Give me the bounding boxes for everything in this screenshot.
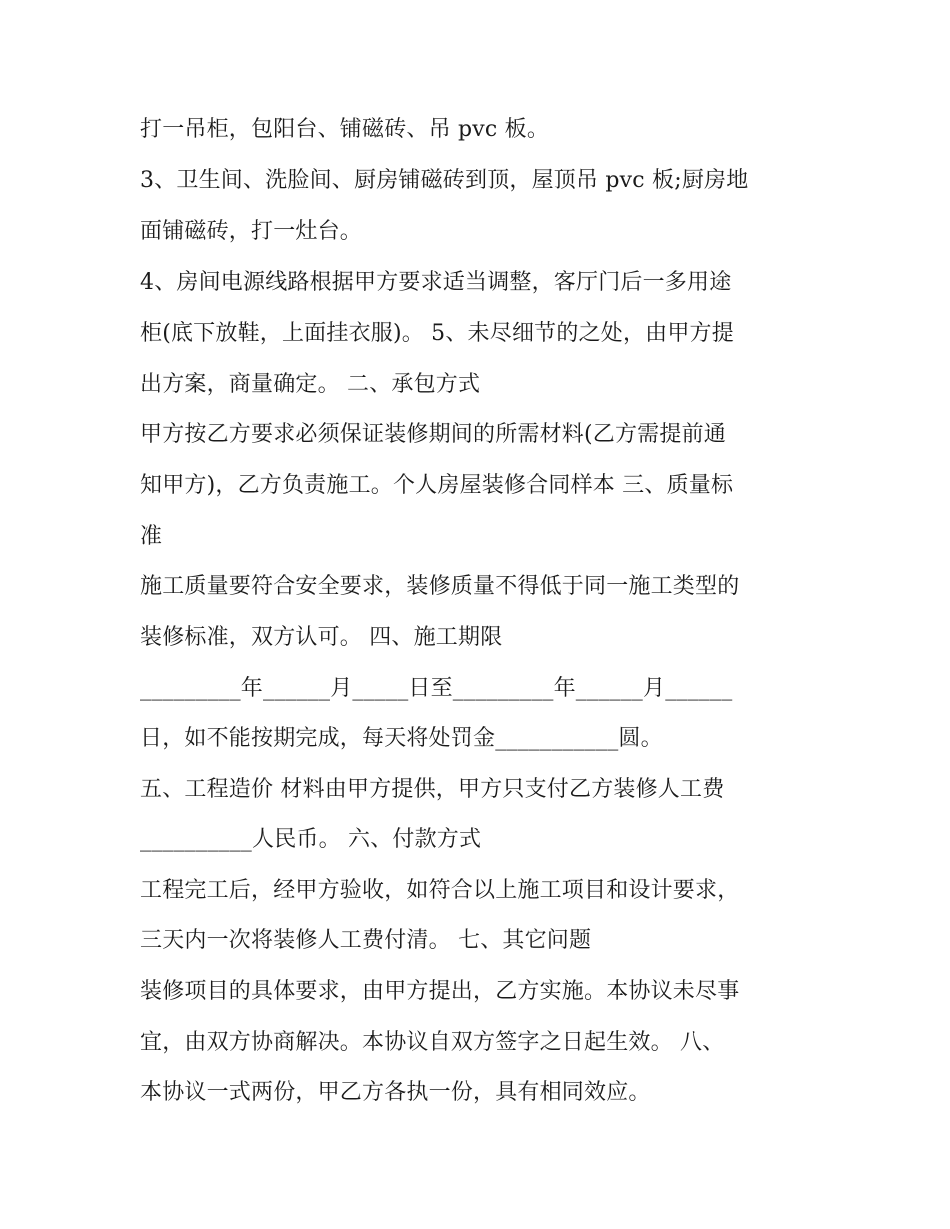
text-line: 3、卫生间、洗脸间、厨房铺磁砖到顶，屋顶吊 pvc 板;厨房地 [140, 168, 749, 193]
text-line: 面铺磁砖，打一灶台。 [140, 219, 363, 244]
text-line: 甲方按乙方要求必须保证装修期间的所需材料(乙方需提前通 [140, 422, 726, 447]
text-line: 装修项目的具体要求，由甲方提出，乙方实施。本协议未尽事 [140, 979, 740, 1004]
text-line: 知甲方)，乙方负责施工。个人房屋装修合同样本 三、质量标 [140, 473, 734, 498]
text-line: 装修标准，双方认可。 四、施工期限 [140, 625, 503, 650]
text-line: 日，如不能按期完成，每天将处罚金___________圆。 [140, 726, 663, 751]
text-line: __________人民币。 六、付款方式 [140, 827, 482, 852]
text-line: 4、房间电源线路根据甲方要求适当调整，客厅门后一多用途 [140, 270, 732, 295]
text-line: 柜(底下放鞋，上面挂衣服)。 5、未尽细节的之处，由甲方提 [140, 321, 734, 346]
text-line: _________年______月_____日至_________年______月______ [140, 676, 733, 701]
text-line: 工程完工后，经甲方验收，如符合以上施工项目和设计要求， [140, 878, 740, 903]
text-line: 五、工程造价 材料由甲方提供，甲方只支付乙方装修人工费 [140, 777, 725, 802]
text-line: 施工质量要符合安全要求，装修质量不得低于同一施工类型的 [140, 574, 740, 599]
text-line: 打一吊柜，包阳台、铺磁砖、吊 pvc 板。 [140, 117, 550, 142]
text-line: 出方案，商量确定。 二、承包方式 [140, 372, 481, 397]
text-line: 准 [140, 524, 163, 549]
text-line: 三天内一次将装修人工费付清。 七、其它问题 [140, 928, 592, 953]
text-line: 本协议一式两份，甲乙方各执一份，具有相同效应。 [140, 1080, 651, 1105]
text-line: 宜，由双方协商解决。本协议自双方签字之日起生效。 八、 [140, 1030, 725, 1055]
